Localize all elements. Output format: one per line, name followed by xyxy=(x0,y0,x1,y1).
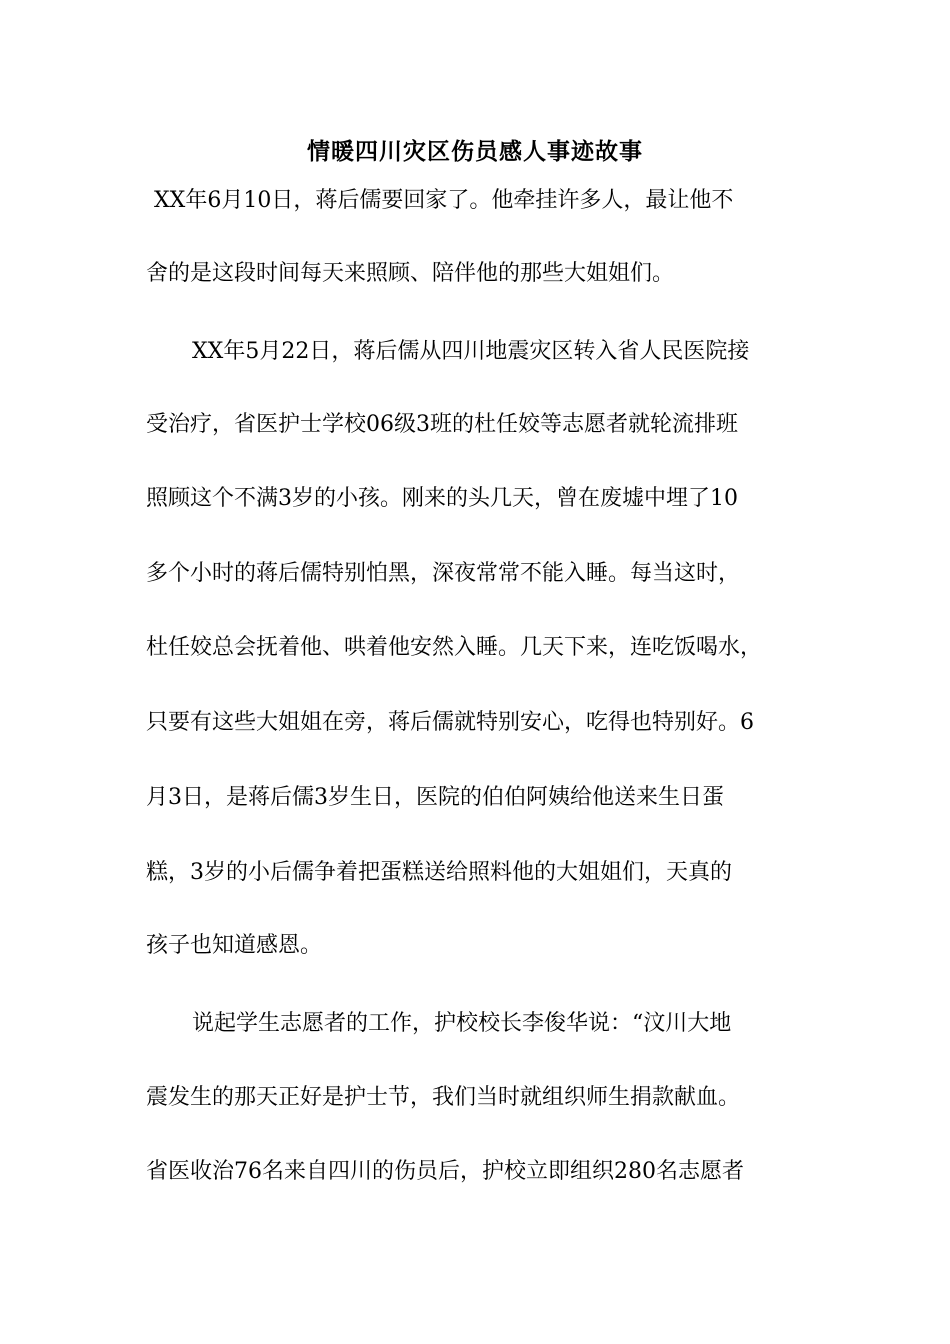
text-line: 月3日，是蒋后儒3岁生日，医院的伯伯阿姨给他送来生日蛋 xyxy=(146,785,724,810)
document-title: 情暖四川灾区伤员感人事迹故事 xyxy=(307,138,643,165)
text-line: XX年6月10日，蒋后儒要回家了。他牵挂许多人，最让他不 xyxy=(154,188,734,213)
text-line: 受治疗，省医护士学校06级3班的杜任姣等志愿者就轮流排班 xyxy=(146,412,738,437)
text-line: XX年5月22日，蒋后儒从四川地震灾区转入省人民医院接 xyxy=(192,339,750,364)
text-line: 震发生的那天正好是护士节，我们当时就组织师生捐款献血。 xyxy=(146,1085,741,1110)
text-line: 只要有这些大姐姐在旁，蒋后儒就特别安心，吃得也特别好。6 xyxy=(146,710,754,735)
text-line: 照顾这个不满3岁的小孩。刚来的头几天，曾在废墟中埋了10 xyxy=(146,486,738,511)
text-line: 舍的是这段时间每天来照顾、陪伴他的那些大姐姐们。 xyxy=(146,261,675,286)
text-line: 孩子也知道感恩。 xyxy=(146,933,323,958)
text-line: 糕，3岁的小后儒争着把蛋糕送给照料他的大姐姐们，天真的 xyxy=(146,860,732,885)
text-line: 说起学生志愿者的工作，护校校长李俊华说：“汶川大地 xyxy=(192,1011,732,1036)
text-line: 省医收治76名来自四川的伤员后，护校立即组织280名志愿者 xyxy=(146,1159,744,1184)
text-line: 多个小时的蒋后儒特别怕黑，深夜常常不能入睡。每当这时， xyxy=(146,561,741,586)
text-line: 杜任姣总会抚着他、哄着他安然入睡。几天下来，连吃饭喝水， xyxy=(146,635,763,660)
